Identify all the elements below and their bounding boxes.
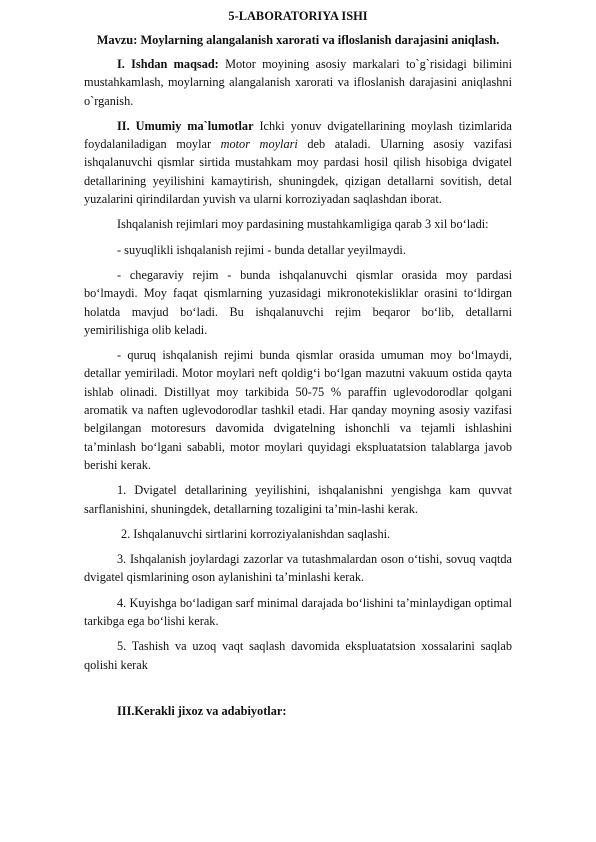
regimes-intro-paragraph: Ishqalanish rejimlari moy pardasining mustahkamligiga qarab 3 xil bo‘ladi: [117,217,489,232]
requirement-3-paragraph: 3. Ishqalanish joylardagi zazorlar va tutashmalardan oson o‘tishi, sovuq vaqtda dvigatel qismlarining oson aylanishini ta’minlashi kerak. [84,552,512,585]
regime-dry-paragraph: - quruq ishqalanish rejimi bunda qismlar orasida umuman moy bo‘lmaydi, detallar yemiriladi. Motor moylari neft qoldig‘i bo‘lgan mazutni vakuum ostida qayta ishlab olinadi. Distillyat moy tarkibida 50-75 % paraffin uglevodorodlar qolgani aromatik va naften uglevodorodlar tashkil etadi. Har qanday moyning asosiy vazifasi belgilangan motoresurs davomida dvigatelning ishonchli va tejamli ishlashini ta’minlash bo‘lgani sababli, motor moylari quyidagi ekspluatatsion talablarga javob berishi kerak. [84,348,512,472]
requirement-5-paragraph: 5. Tashish va uzoq vaqt saqlash davomida ekspluatatsion xossalarini saqlab qolishi kerak [84,639,512,672]
section-spacer [84,674,512,702]
general-info-paragraph [84,117,512,208]
tools-heading-text: III.Kerakli jixoz va adabiyotlar: [117,703,287,718]
general-info-label: II. Umumiy ma`lumotlar [117,118,254,133]
topic-text: Moylarning alangalanish xarorati va ifloslanish darajasini aniqlash. [140,33,500,47]
goal-paragraph [84,55,512,110]
general-info-text-2: deb ataladi. Ularning asosiy vazifasi ishqalanuvchi qismlar sirtida mustahkam moy pardasi hosil qilish hisobiga dvigatel detallarining yeyilishini kamaytirish, shuningdek, qizigan detallarni sovitish, detal yuzalarini qirindilardan yuvish va ularni korroziyadan saqlashdan iborat. [84,137,512,207]
topic-line [84,31,512,49]
regime-boundary-paragraph: - chegaraviy rejim - bunda ishqalanuvchi qismlar orasida moy pardasi bo‘lmaydi. Moy faqat qismlarning yuzasidagi mikronotekisliklar orasini to‘ldirgan holatda mavjud bo‘ladi. Bu ishqalanuvchi rejim beqaror bo‘lib, detallarni yemirilishiga olib keladi. [84,267,512,337]
general-info-text-1: Ichki yonuv dvigatellarining moylash tizimlarida foydalaniladigan moylar [84,118,512,152]
goal-label: I. Ishdan maqsad: [117,57,219,71]
requirement-2-paragraph: 2. Ishqalanuvchi sirtlarini korroziyalanishdan saqlashi. [121,526,391,541]
regime-liquid-paragraph: - suyuqlikli ishqalanish rejimi - bunda detallar yeyilmaydi. [117,242,406,257]
tools-heading [84,702,512,720]
requirement-4-paragraph: 4. Kuyishga bo‘ladigan sarf minimal darajada bo‘lishini ta’minlaydigan optimal tarkibga ega bo‘lishi kerak. [84,595,512,629]
general-info-italic-term: motor moylari [220,137,298,152]
topic-label: Mavzu: [96,33,138,47]
lab-title: 5-LABORATORIYA ISHI [228,9,368,23]
requirement-1-paragraph: 1. Dvigatel detallarining yeyilishini, ishqalanishni yengishga kam quvvat sarflanishini, shuningdek, detallarning tozaligini ta’min-lashi kerak. [84,483,512,516]
goal-text: Motor moyining asosiy markalari to`g`risidagi bilimini mustahkamlash, moylarning alangalanish xarorati va ifloslanish darajasini aniqlashni o`rganish. [84,57,512,108]
